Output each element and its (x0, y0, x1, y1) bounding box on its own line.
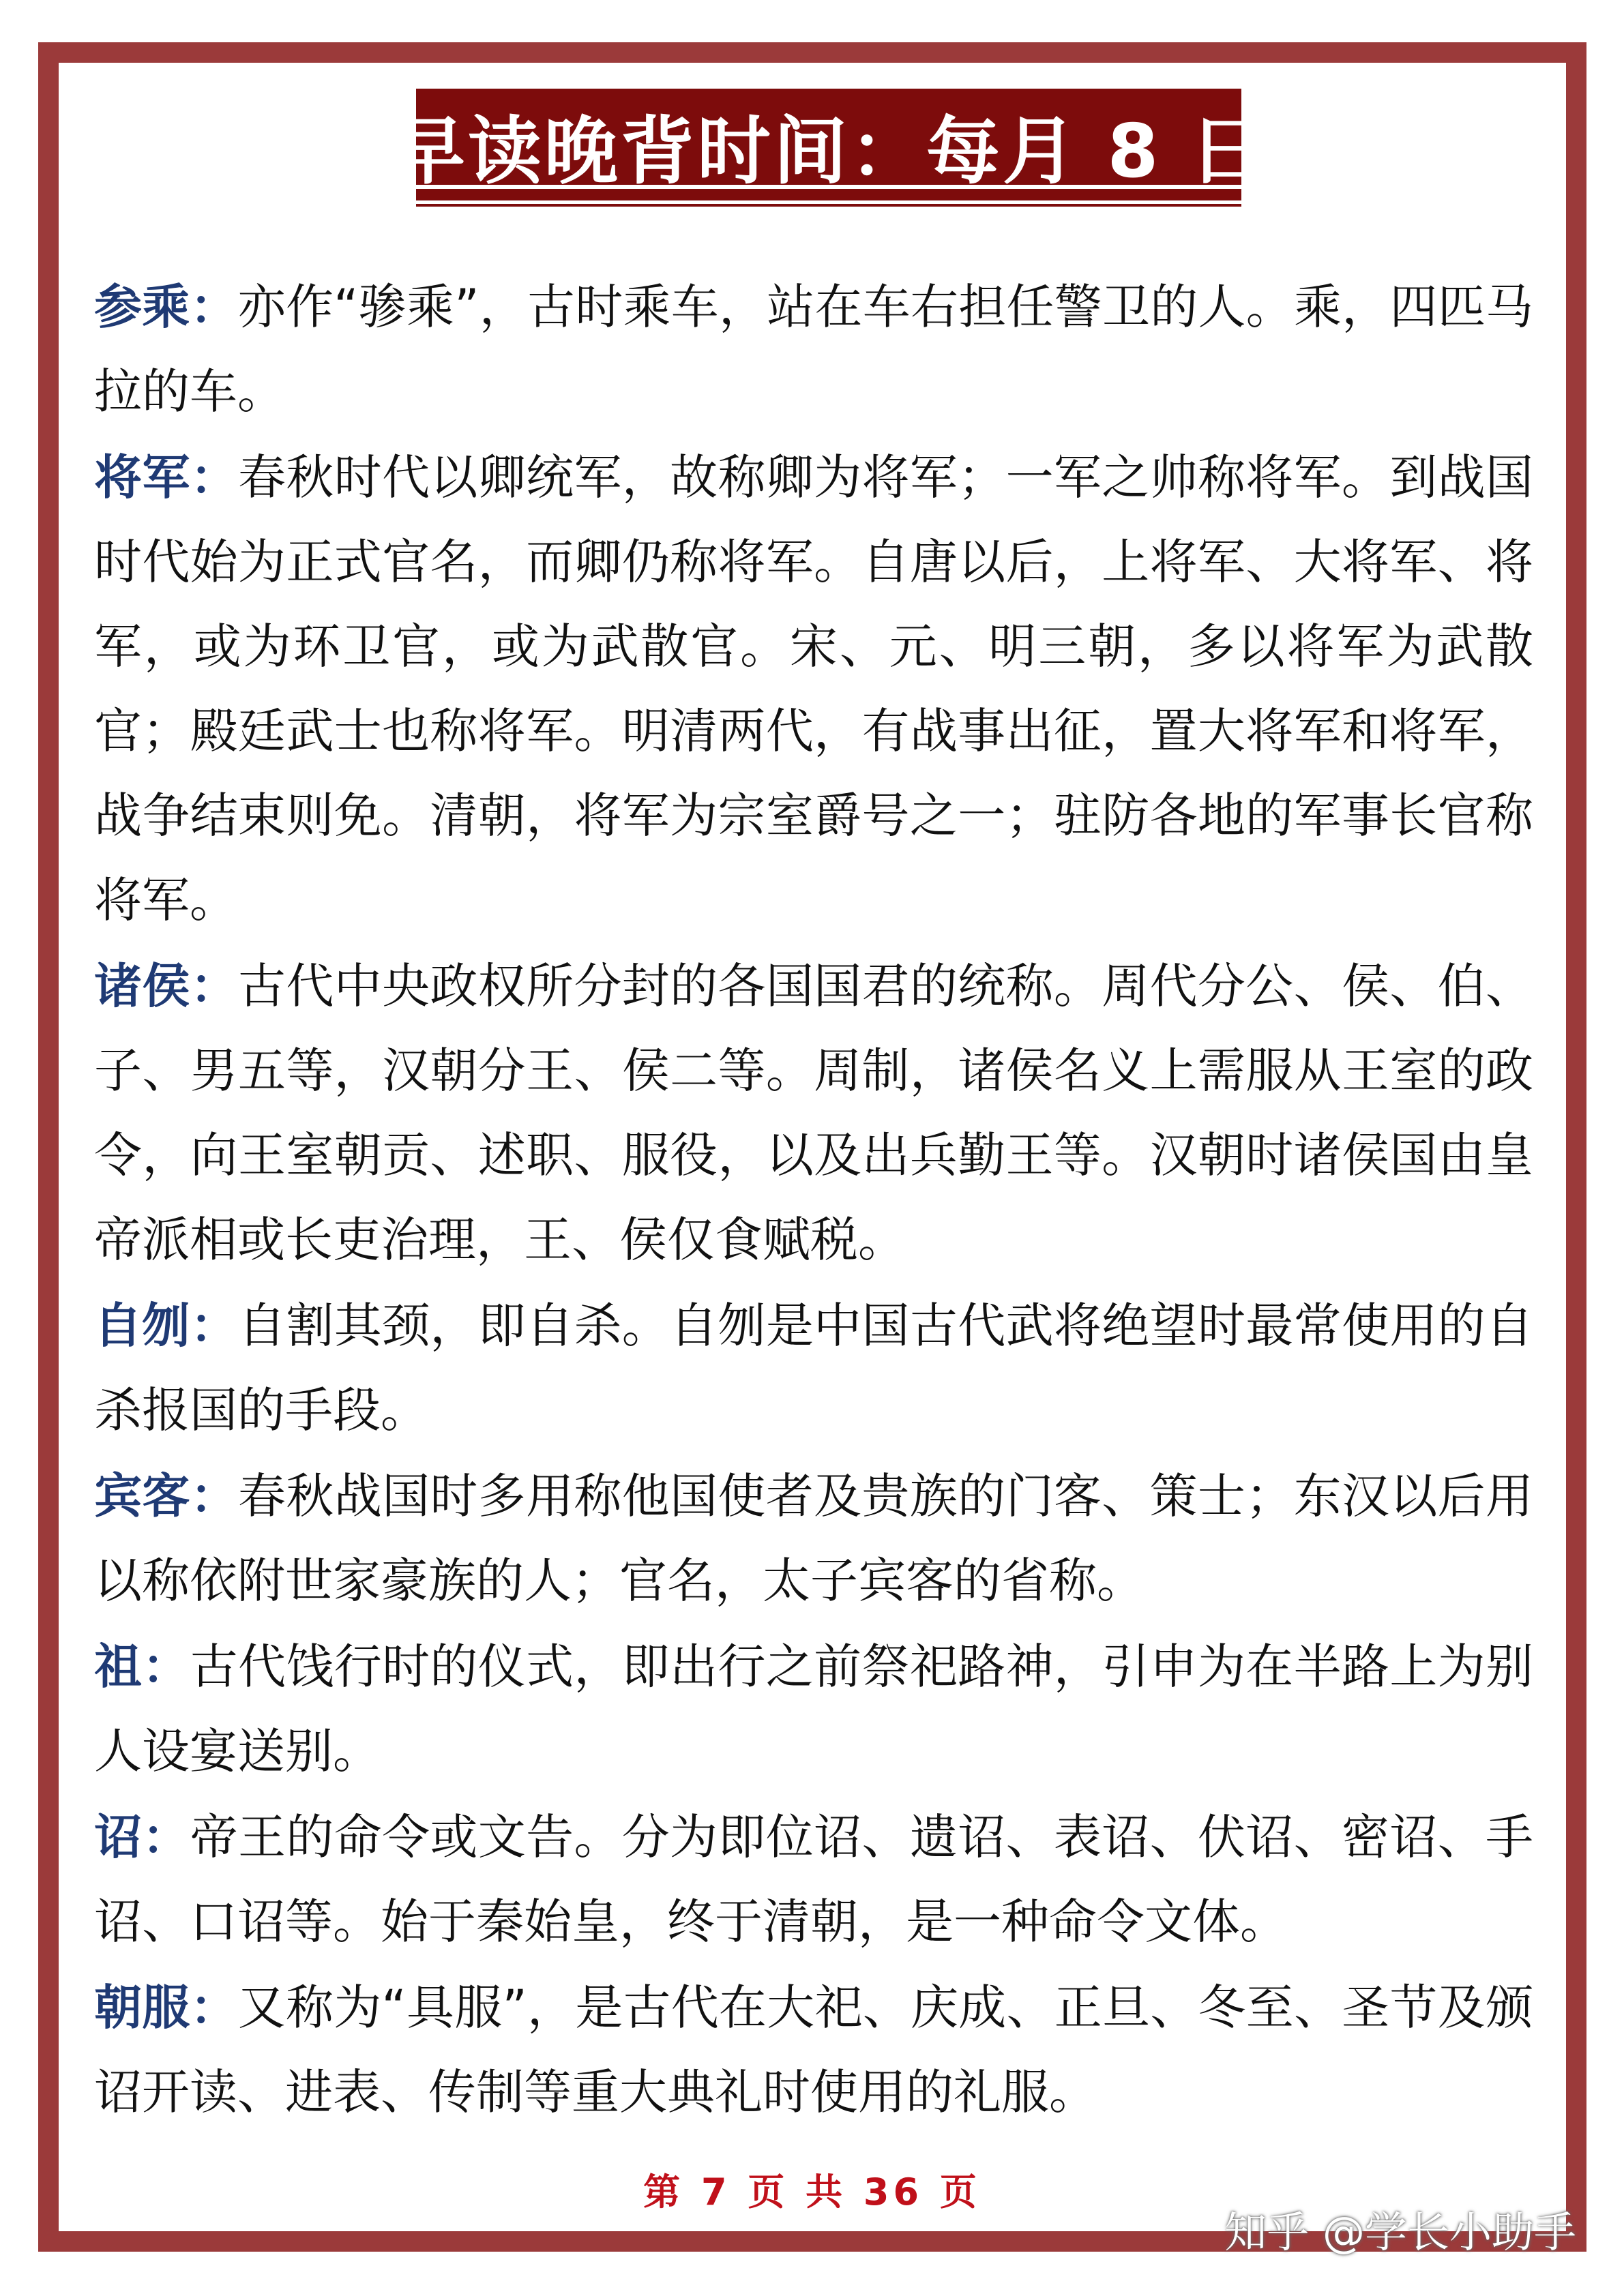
entry-zhuhou (94, 944, 1533, 1282)
entry-jiangjun (94, 435, 1533, 942)
entry-term: 诏： (94, 1809, 190, 1865)
entry-text: 春秋时代以卿统军，故称卿为将军；一军之帅称将军。到战国时代始为正式官名，而卿仍称将军。自唐以后，上将军、大将军、将军，或为环卫官，或为武散官。宋、元、明三朝，多以将军为武散官；殿廷武士也称将军。明清两代，有战事出征，置大将军和将军，战争结束则免。清朝，将军为宗室爵号之一；驻防各地的军事长官称将军。 (94, 449, 1534, 928)
entry-text: 帝王的命令或文告。分为即位诏、遗诏、表诏、伏诏、密诏、手诏、口诏等。始于秦始皇，终于清朝，是一种命令文体。 (94, 1809, 1534, 1950)
entry-term: 参乘： (94, 279, 238, 335)
entry-term: 诸侯： (94, 958, 239, 1014)
entry-term: 自刎： (94, 1298, 239, 1354)
entry-chaofu (94, 1965, 1533, 2134)
entry-term: 将军： (94, 449, 239, 505)
entry-text: 古代中央政权所分封的各国国君的统称。周代分公、侯、伯、子、男五等，汉朝分王、侯二等。周制，诸侯名义上需服从王室的政令，向王室朝贡、述职、服役，以及出兵勤王等。汉朝时诸侯国由皇帝派相或长吏治理，王、侯仅食赋税。 (94, 958, 1534, 1268)
entry-zu (94, 1624, 1533, 1793)
entry-list (94, 265, 1533, 2136)
entry-text: 古代饯行时的仪式，即出行之前祭祀路神，引申为在半路上为别人设宴送别。 (94, 1639, 1534, 1779)
entry-zhao (94, 1795, 1533, 1964)
page-title: 早读晚背时间：每月 8 日 (391, 108, 1267, 194)
entry-text: 亦作“骖乘”，古时乘车，站在车右担任警卫的人。乘，四匹马拉的车。 (94, 279, 1533, 419)
entry-term: 朝服： (94, 1980, 238, 2036)
page-number: 第 7 页 共 36 页 (643, 2171, 981, 2213)
entry-ziwen (94, 1283, 1533, 1452)
entry-term: 宾客： (94, 1468, 239, 1524)
entry-term: 祖： (94, 1639, 190, 1695)
entry-text: 又称为“具服”，是古代在大祀、庆成、正旦、冬至、圣节及颁诏开读、进表、传制等重大典礼时使用的礼服。 (94, 1980, 1533, 2120)
entry-text: 自割其颈，即自杀。自刎是中国古代武将绝望时最常使用的自杀报国的手段。 (94, 1298, 1534, 1438)
entry-text: 春秋战国时多用称他国使者及贵族的门客、策士；东汉以后用以称依附世家豪族的人；官名，太子宾客的省称。 (94, 1468, 1534, 1609)
entry-canshcheng (94, 265, 1533, 434)
title-banner (391, 89, 1267, 210)
entry-binke (94, 1454, 1533, 1623)
watermark: 知乎 @学长小助手 (1224, 2207, 1576, 2257)
